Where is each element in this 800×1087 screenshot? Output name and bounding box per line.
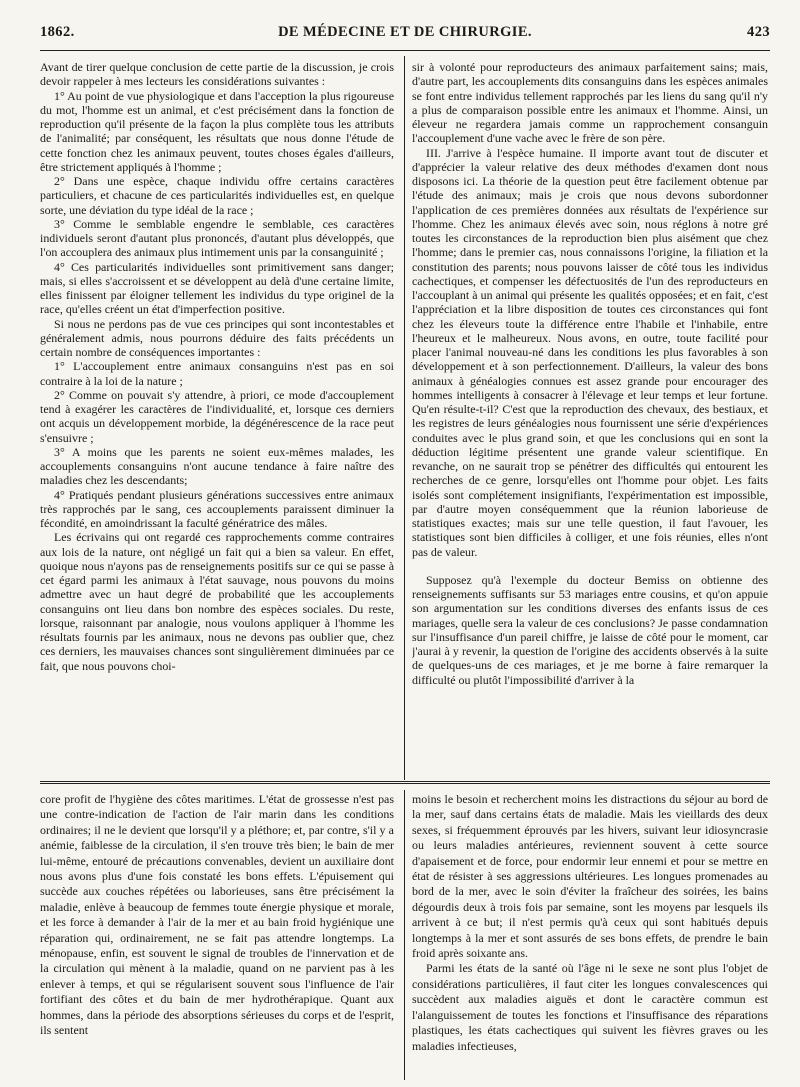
paragraph: sir à volonté pour reproducteurs des animaux parfaitement sains; mais, d'autre part, les accouplements dits consanguins dans les espèces animales se font entre individus tellement rapprochés par les liens du sang qu'il n'y a plus de comparaison possible entre les animaux et l'homme. Ainsi, un éleveur ne regardera jamais comme un rapprochement consanguin l'accouplement d'une vache avec le frère de son père. <box>412 60 768 146</box>
paragraph: 2° Dans une espèce, chaque individu offre certains caractères particuliers, et chacune de ces particularités individuelles est, en quelque sorte, une déviation du type idéal de la race ; <box>40 174 394 217</box>
paragraph: 3° Comme le semblable engendre le semblable, ces caractères individuels seront d'autant plus prononcés, d'autant plus développés, que l'on accouplera des animaux plus intimement unis par la consanguinité ; <box>40 216 394 260</box>
top-column-divider <box>404 56 405 780</box>
paragraph: 1° Au point de vue physiologique et dans l'acception la plus rigoureuse du mot, l'homme est un animal, et c'est précisément dans la fonction de reproduction qu'il présente de la façon la plus complète tous les attributs de l'animalité; par conséquent, les résultats que nous donne l'étude de cette fonction chez les animaux peuvent, toutes choses égales d'ailleurs, être strictement appliqués à l'homme ; <box>40 88 394 174</box>
top-right-column <box>412 60 768 778</box>
header-rule <box>40 50 770 51</box>
bottom-left-column <box>40 792 394 1078</box>
top-left-column <box>40 60 394 778</box>
paragraph: 1° L'accouplement entre animaux consanguins n'est pas en soi contraire à la loi de la nature ; <box>40 359 394 388</box>
header-title: DE MÉDECINE ET DE CHIRURGIE. <box>278 24 532 40</box>
paragraph: Si nous ne perdons pas de vue ces principes qui sont incontestables et généralement admis, nous pourrons déduire des faits précédents un certain nombre de conséquences importantes : <box>40 316 394 359</box>
paragraph: Parmi les états de la santé où l'âge ni le sexe ne sont plus l'objet de considérations particulières, il faut citer les longues convalescences qui succèdent aux maladies aiguës et dont le caractère commun est l'alanguissement de toutes les fonctions et l'insuffisance des réparations plastiques, les états cachectiques qui suivent les fièvres graves ou les maladies infectieuses, <box>412 961 768 1053</box>
paragraph: Les écrivains qui ont regardé ces rapprochements comme contraires aux lois de la nature, ont négligé un fait qui a bien sa valeur. En effet, quoique nous n'ayons pas de renseignements positifs sur ce qui se passe à cet égard parmi les animaux à l'état sauvage, nous pouvons du moins admettre avec un haut degré de probabilité que les accouplements consanguins ont lieu dans bon nombre des espèces sociales. Du reste, lorsque, raisonnant par analogie, nous voulons appliquer à l'homme les résultats fournis par les animaux, nous ne devons pas oublier que, chez ces derniers, les mauvaises chances sont singulièrement diminuées par ce fait, que nous pouvons choi- <box>40 530 394 673</box>
paragraph: moins le besoin et recherchent moins les distractions du séjour au bord de la mer, sauf dans certains états de maladie. Mais les vieillards des deux sexes, si fréquemment éprouvés par les hivers, suivant leur idiosyncrasie ou leurs maladies antérieures, reviennent souvent à cette source d'apaisement et de force, pour endormir leur ennemi et pour se mettre en état de résister à ses aggressions ultérieures. Les longues promenades au bord de la mer, avec le soin d'éviter la fraîcheur des soirées, les bains dégourdis deux à trois fois par semaine, sont les moyens par lesquels ils arrivent à ce but; il n'est permis qu'à ceux qui sont habitués depuis longtemps à la mer et sont assurés de ses bons effets, de prendre le bain froid après soixante ans. <box>412 792 768 961</box>
bottom-column-divider <box>404 790 405 1080</box>
page-header <box>40 24 770 46</box>
page-number: 423 <box>747 24 770 40</box>
bottom-right-column <box>412 792 768 1078</box>
paragraph: III. J'arrive à l'espèce humaine. Il importe avant tout de discuter et d'apprécier la valeur relative des deux méthodes d'examen dont nous disposons ici. La théorie de la question peut être facilement obtenue par l'étude des animaux; mais je crois que nous devons subordonner l'application de ces premières données aux résultats de l'expérience sur l'homme. Chez les animaux élevés avec soin, nous réglons à notre gré toutes les circonstances de la reproduction bien plus aisément que chez l'homme; dans le premier cas, nous connaissons l'origine, la filiation et la constitution des parents; nous pouvons laisser de côté tous les individus cachectiques, et compenser les défectuosités de l'un des reproducteurs en l'accouplant à un animal qui présente les qualités opposées; et en fait, c'est l'appréciation et la libre disposition de toutes ces circonstances qui font chez les éleveurs toute la différence entre l'habile et l'inhabile, entre l'heureux et le malheureux. Nous avons, en outre, toute facilité pour placer l'animal nouveau-né dans les conditions les plus favorables à son développement et à son perfectionnement. D'ailleurs, la valeur des bons animaux à généalogies connues est assez grande pour encourager des hommes intelligents à consacrer à l'élevage et leur temps et leur fortune. Qu'en résulte-t-il? C'est que la reproduction des chevaux, des bestiaux, et les registres de leurs généalogies nous fournissent une série d'expériences conduites avec le plus grand soin, et que les conclusions qui en sont la déduction légitime présentent une grande valeur scientifique. En revanche, on ne saurait trop se pénétrer des difficultés qui entourent les recherches de ce genre, lorsqu'elles ont l'homme pour objet. Les faits isolés sont complétement insignifiants, l'expérimentation est impossible, par d'autre moyen conséquemment que la réunion laborieuse de statistiques exactes; mais sur une telle question, il faut l'avouer, les statistiques sont bien difficiles à colliger, et une fois réunies, elles n'ont pas de valeur. <box>412 145 768 559</box>
header-year: 1862. <box>40 24 75 40</box>
paragraph: 2° Comme on pouvait s'y attendre, à priori, ce mode d'accouplement tend à exagérer les caractères de l'individualité, et, lorsque ces derniers ont acquis un développement morbide, la dégénérescence de la race peut s'ensuivre ; <box>40 387 394 445</box>
paragraph: Avant de tirer quelque conclusion de cette partie de la discussion, je crois devoir rappeler à mes lecteurs les considérations suivantes : <box>40 60 394 89</box>
paragraph: 4° Pratiqués pendant plusieurs générations successives entre animaux très rapprochés par le sang, ces accouplements paraissent diminuer la fécondité, en amoindrissant la faculté génératrice des mâles. <box>40 487 394 530</box>
paragraph: core profit de l'hygiène des côtes maritimes. L'état de grossesse n'est pas une contre-indication de l'action de l'air marin dans les conditions ordinaires; il ne le devient que lorsqu'il y a pléthore; et, par contre, s'il y a anémie, faiblesse de la circulation, il s'en trouve très bien; le bain de mer lui-même, entouré de précautions convenables, devient un auxiliaire dont nous avons plus d'une fois constaté les bons effets. L'épuisement qui succède aux couches répétées ou laborieuses, sans être précisément la maladie, enlève à beaucoup de femmes toute énergie physique et morale, et les force à demander à l'air de la mer et au bain froid hygiénique une réparation qui, ordinairement, ne se fait pas attendre longtemps. La ménopause, enfin, est souvent le signal de troubles de l'innervation et de la circulation qui mènent à la maladie, quand on ne parvient pas à les enlever à temps, et qui se régularisent souvent sous l'influence de l'air fortifiant des côtes et du bain de mer hydrothérapique. Quant aux hommes, dans la période des absorptions sérieuses du corps et de l'esprit, ils sentent <box>40 792 394 1038</box>
paragraph: 3° A moins que les parents ne soient eux-mêmes malades, les accouplements consanguins n'ont aucune tendance à faire naître des maladies chez les descendants; <box>40 444 394 488</box>
paragraph: Supposez qu'à l'exemple du docteur Bemiss on obtienne des renseignements suffisants sur 53 mariages entre cousins, et qu'on appuie son argumentation sur les conditions diverses des enfants issus de ces mariages, quelle sera la valeur de ces conclusions? Je passe condamnation sur l'insuffisance d'un pareil chiffre, je laisse de côté pour le moment, car j'aurai à y revenir, la question de l'origine des accidents observés à la suite de quelques-uns de ces mariages, et je me borne à faire remarquer la difficulté ou plutôt l'impossibilité d'arriver à la <box>412 572 768 687</box>
paragraph: 4° Ces particularités individuelles sont primitivement sans danger; mais, si elles s'accroissent et se développent au delà d'une certaine limite, elles finissent par éloigner tellement les individus du type originel de la race, qu'elles créent un état d'imperfection positive. <box>40 259 394 317</box>
section-divider <box>40 781 770 784</box>
